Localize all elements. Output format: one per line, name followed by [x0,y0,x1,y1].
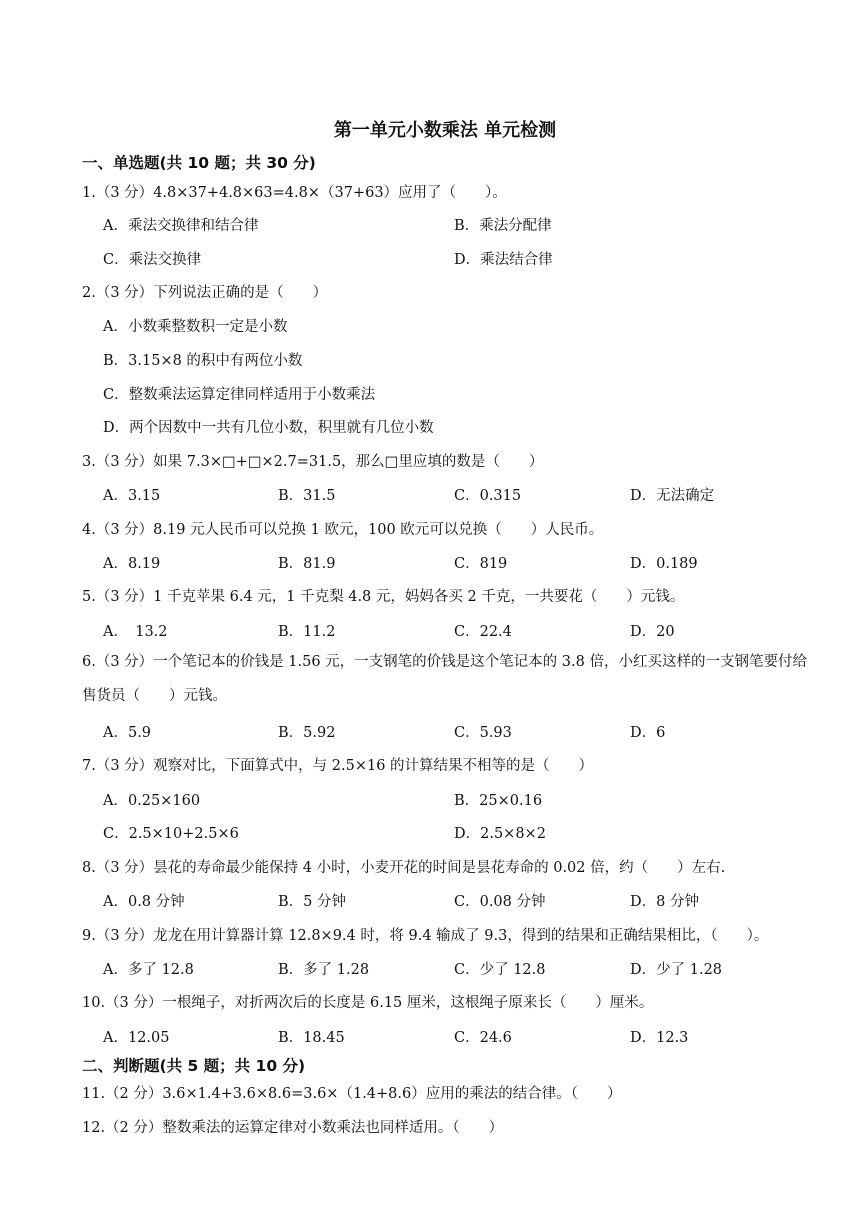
q4-option-a: A．8.19 [103,556,161,572]
question-2: 2.（3 分）下列说法正确的是（ ） [82,285,328,301]
q6-option-a: A．5.9 [103,725,152,741]
q3-option-a: A．3.15 [103,488,161,504]
q4-option-d: D．0.189 [630,556,698,572]
question-9: 9.（3 分）龙龙在用计算器计算 12.8×9.4 时，将 9.4 输成了 9.3，得到的结果和正确结果相比，（ ）。 [82,928,769,944]
q3-option-b: B．31.5 [278,488,336,504]
question-11: 11.（2 分）3.6×1.4+3.6×8.6=3.6×（1.4+8.6）应用的乘法的结合律。（ ） [82,1086,622,1102]
question-5: 5.（3 分）1 千克苹果 6.4 元，1 千克梨 4.8 元，妈妈各买 2 千克，一共要花（ ）元钱。 [82,589,685,605]
q9-option-b: B．多了 1.28 [278,962,370,978]
q7-option-a: A．0.25×160 [103,793,201,809]
q6-option-d: D．6 [630,725,666,741]
q5-option-a: A． 13.2 [103,624,168,640]
q8-option-d: D．8 分钟 [630,894,699,910]
section-heading-single-choice: 一、单选题(共 10 题；共 30 分) [82,154,316,172]
question-4: 4.（3 分）8.19 元人民币可以兑换 1 欧元，100 欧元可以兑换（ ）人民币。 [82,522,604,538]
q7-option-d: D．2.5×8×2 [454,826,546,842]
q2-option-a: A．小数乘整数积一定是小数 [103,319,288,335]
q9-option-a: A．多了 12.8 [103,962,194,978]
q4-option-c: C．819 [454,556,508,572]
question-3: 3.（3 分）如果 7.3×□+□×2.7=31.5，那么□里应填的数是（ ） [82,454,544,470]
q10-option-c: C．24.6 [454,1030,512,1046]
q8-option-b: B．5 分钟 [278,894,346,910]
question-7: 7.（3 分）观察对比，下面算式中，与 2.5×16 的计算结果不相等的是（ ） [82,758,594,774]
q3-option-d: D．无法确定 [630,488,715,504]
q9-option-d: D．少了 1.28 [630,962,723,978]
q5-option-b: B．11.2 [278,624,336,640]
q6-option-c: C．5.93 [454,725,512,741]
q5-option-d: D．20 [630,624,675,640]
q1-option-d: D．乘法结合律 [454,252,553,268]
question-10: 10.（3 分）一根绳子，对折两次后的长度是 6.15 厘米，这根绳子原来长（ ）厘米。 [82,995,654,1011]
q10-option-d: D．12.3 [630,1030,689,1046]
q9-option-c: C．少了 12.8 [454,962,546,978]
q7-option-c: C．2.5×10+2.5×6 [103,826,239,842]
q2-option-d: D．两个因数中一共有几位小数，积里就有几位小数 [103,420,434,436]
section-heading-true-false: 二、判断题(共 5 题；共 10 分) [82,1057,306,1075]
q10-option-a: A．12.05 [103,1030,170,1046]
q10-option-b: B．18.45 [278,1030,345,1046]
question-12: 12.（2 分）整数乘法的运算定律对小数乘法也同样适用。（ ） [82,1120,504,1136]
q8-option-a: A．0.8 分钟 [103,894,185,910]
q2-option-c: C．整数乘法运算定律同样适用于小数乘法 [103,387,376,403]
q1-option-b: B．乘法分配律 [454,218,552,234]
q4-option-b: B．81.9 [278,556,336,572]
q7-option-b: B．25×0.16 [454,793,543,809]
page-title: 第一单元小数乘法 单元检测 [333,120,557,141]
question-8: 8.（3 分）昙花的寿命最少能保持 4 小时，小麦开花的时间是昙花寿命的 0.02 倍，约（ ）左右. [82,860,726,876]
q3-option-c: C．0.315 [454,488,522,504]
q6-option-b: B．5.92 [278,725,336,741]
question-6: 6.（3 分）一个笔记本的价钱是 1.56 元，一支钢笔的价钱是这个笔记本的 3.8 倍，小红买这样的一支钢笔要付给售货员（ ）元钱。 [82,654,807,704]
q1-option-c: C．乘法交换律 [103,252,202,268]
question-1: 1.（3 分）4.8×37+4.8×63=4.8×（37+63）应用了（ ）。 [82,185,507,201]
q5-option-c: C．22.4 [454,624,512,640]
q2-option-b: B．3.15×8 的积中有两位小数 [103,353,303,369]
q1-option-a: A．乘法交换律和结合律 [103,218,259,234]
q8-option-c: C．0.08 分钟 [454,894,546,910]
